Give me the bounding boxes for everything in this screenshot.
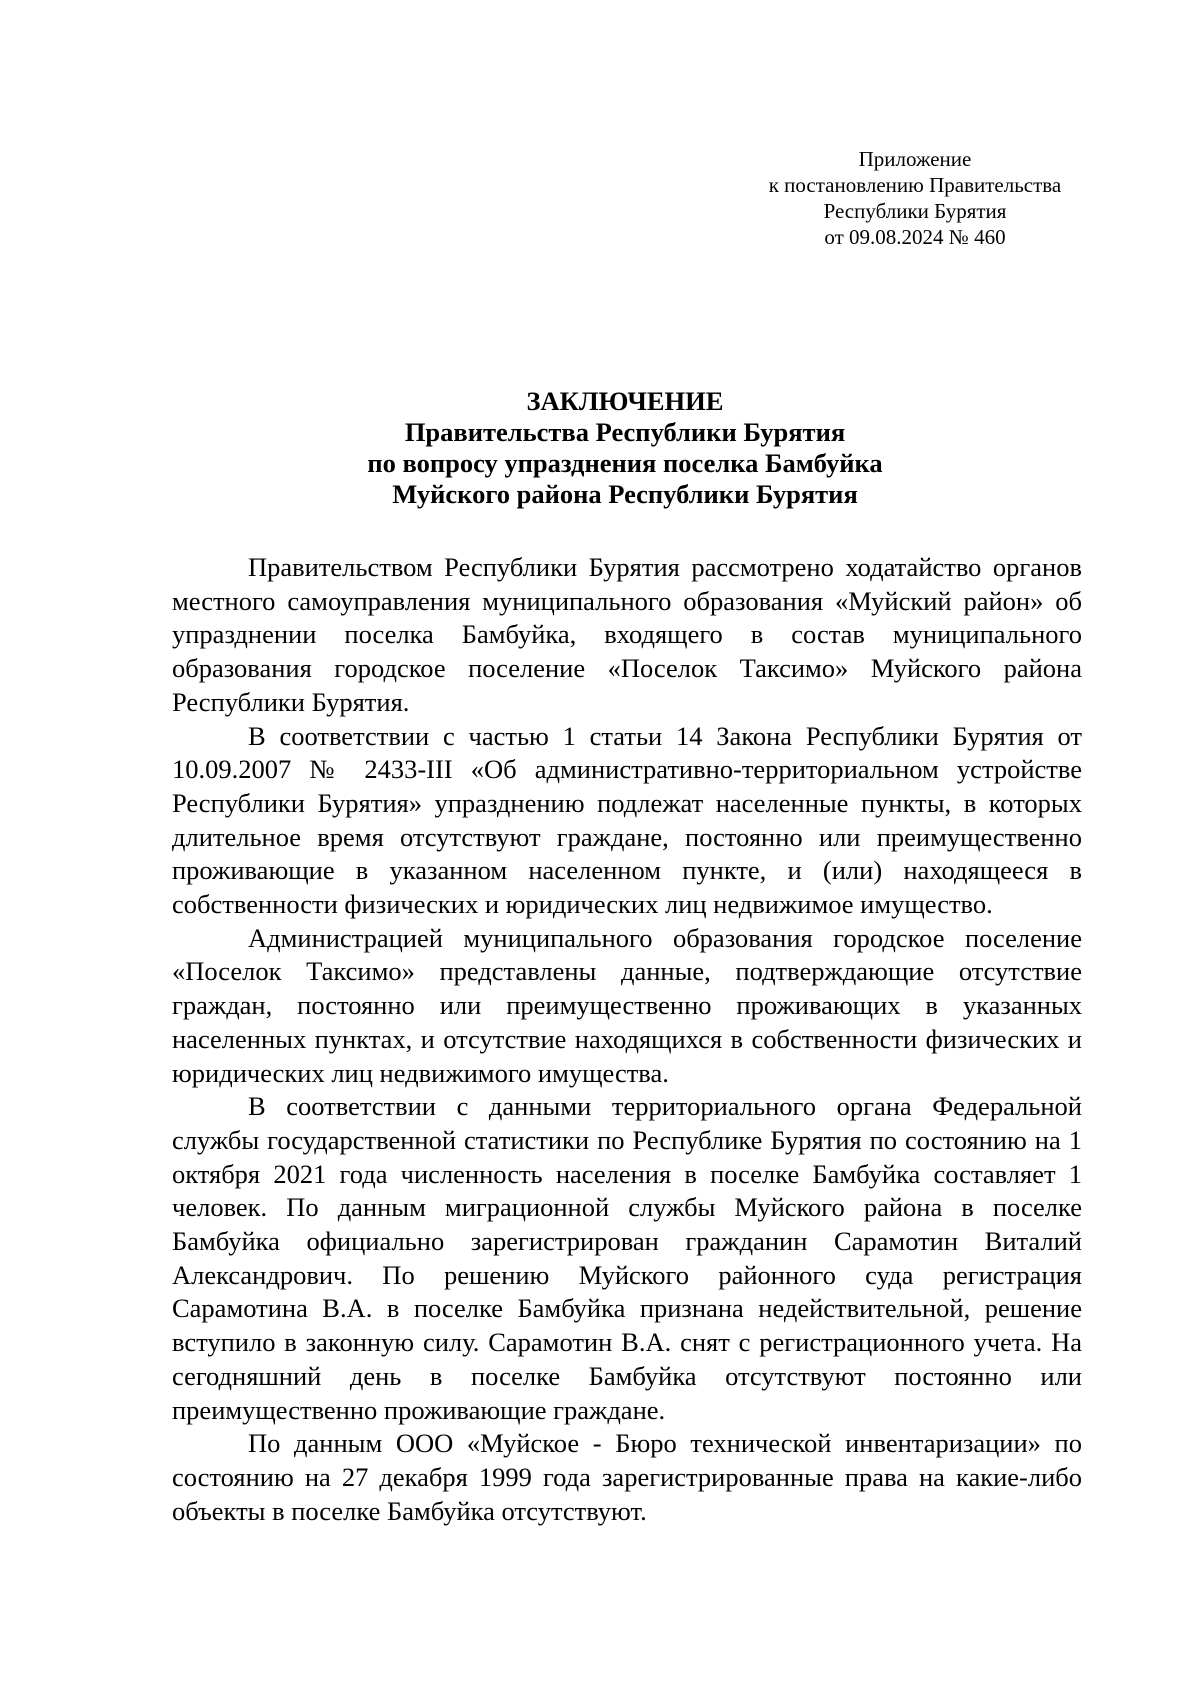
appendix-resolution-ref: к постановлению Правительства xyxy=(768,173,1062,197)
body-paragraph: По данным ООО «Муйское - Бюро технической инвентаризации» по состоянию на 27 декабря 1999 года зарегистрированные права на какие-либо объекты в поселке Бамбуйка отсутствуют. xyxy=(172,1428,1082,1526)
body-paragraph: В соответствии с данными территориального органа Федеральной службы государственной статистики по Республике Бурятия по состоянию на 1 октября 2021 года численность населения в поселке Бамбуйка составляет 1 человек. По данным миграционной службы Муйского района в поселке Бамбуйка официально зарегистрирован гражданин Сарамотин Виталий Александрович. По решению Муйского районного суда регистрация Сарамотина В.А. в поселке Бамбуйка признана недействительной, решение вступило в законную силу. Сарамотин В.А. снят с регистрационного учета. На сегодняшний день в поселке Бамбуйка отсутствуют постоянно или преимущественно проживающие граждане. xyxy=(172,1091,1082,1425)
document-body xyxy=(172,551,1082,1528)
heading-line-subject: по вопросу упразднения поселка Бамбуйка xyxy=(367,448,883,478)
body-paragraph: Администрацией муниципального образования городское поселение «Поселок Таксимо» представлены данные, подтверждающие отсутствие граждан, постоянно или преимущественно проживающих в указанных населенных пунктах, и отсутствие находящихся в собственности физических и юридических лиц недвижимого имущества. xyxy=(172,922,1082,1088)
appendix-block xyxy=(730,146,1100,250)
appendix-date-number: от 09.08.2024 № 460 xyxy=(824,225,1006,249)
document-title: ЗАКЛЮЧЕНИЕ xyxy=(526,386,724,416)
body-paragraph: В соответствии с частью 1 статьи 14 Закона Республики Бурятия от 10.09.2007 № 2433-III «Об административно-территориальном устройстве Республики Бурятия» упразднению подлежат населенные пункты, в которых длительное время отсутствуют граждане, постоянно или преимущественно проживающие в указанном населенном пункте, и (или) находящееся в собственности физических и юридических лиц недвижимое имущество. xyxy=(172,720,1082,920)
appendix-republic: Республики Бурятия xyxy=(823,199,1007,223)
appendix-label: Приложение xyxy=(858,147,972,171)
heading-line-district: Муйского района Республики Бурятия xyxy=(392,479,858,509)
heading-line-government: Правительства Республики Бурятия xyxy=(404,417,846,447)
body-paragraph: Правительством Республики Бурятия рассмотрено ходатайство органов местного самоуправления муниципального образования «Муйский район» об упразднении поселка Бамбуйка, входящего в состав муниципального образования городское поселение «Поселок Таксимо» Муйского района Республики Бурятия. xyxy=(172,552,1082,717)
document-heading xyxy=(170,386,1080,510)
